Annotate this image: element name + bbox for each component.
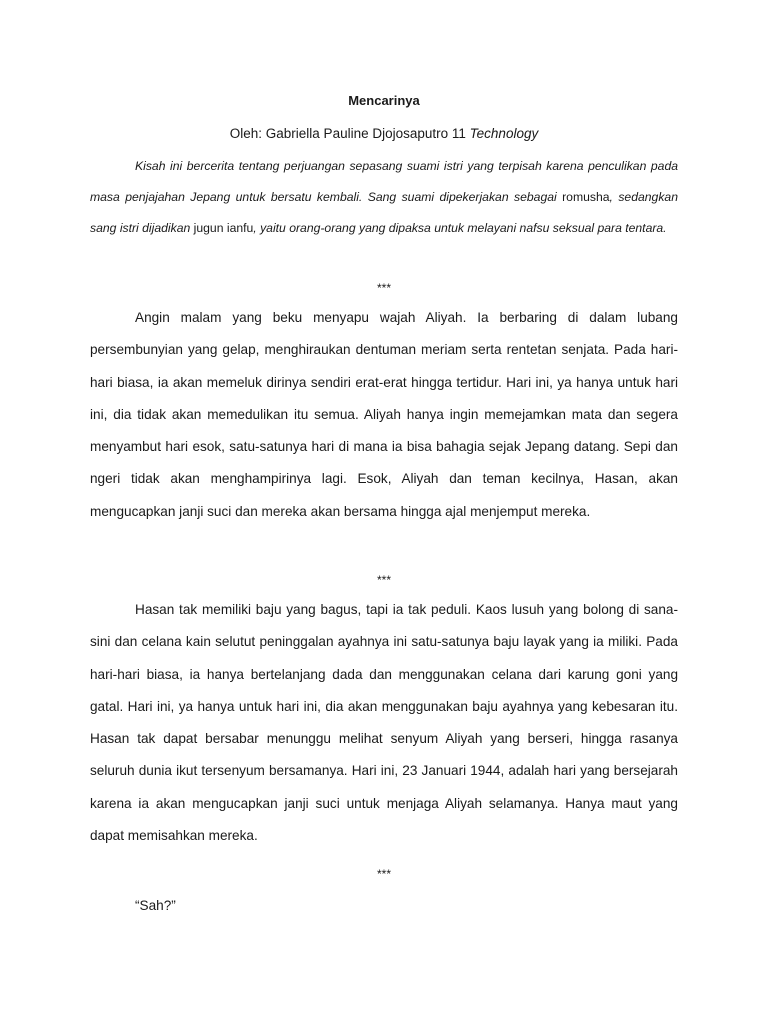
synopsis-part-1: Kisah ini bercerita tentang perjuangan sepasang suami istri yang terpisah karena penculikan pada masa penjajahan Jepang untuk bersatu kembali. Sang suami dipekerjakan sebagai <box>90 159 678 204</box>
section-separator-2: *** <box>376 573 391 587</box>
author-name: Oleh: Gabriella Pauline Djojosaputro 11 <box>229 126 470 141</box>
dialogue-line: “Sah?” <box>135 898 176 913</box>
synopsis-part-3: , yaitu orang-orang yang dipaksa untuk melayani nafsu seksual para tentara. <box>253 221 667 235</box>
author-line <box>0 125 768 142</box>
synopsis-part-2: , sedangkan sang istri dijadikan <box>90 190 678 235</box>
section-separator-3: *** <box>376 867 391 881</box>
author-class: Technology <box>469 126 539 141</box>
synopsis <box>90 151 678 244</box>
paragraph-1: Angin malam yang beku menyapu wajah Aliyah. Ia berbaring di dalam lubang persembunyian yang gelap, menghiraukan dentuman meriam serta rentetan senjata. Pada hari-hari biasa, ia akan memeluk dirinya sendiri erat-erat hingga tertidur. Hari ini, ya hanya untuk hari ini, dia tidak akan memedulikan itu semua. Aliyah hanya ingin memejamkan mata dan segera menyambut hari esok, satu-satunya hari di mana ia bisa bahagia sejak Jepang datang. Sepi dan ngeri tidak akan menghampirinya lagi. Esok, Aliyah dan teman kecilnya, Hasan, akan mengucapkan janji suci dan mereka akan bersama hingga ajal menjemput mereka. <box>90 310 678 519</box>
synopsis-term-jugun-ianfu: jugun ianfu <box>193 221 254 235</box>
story-title: Mencarinya <box>348 93 420 108</box>
section-separator-1: *** <box>376 281 391 295</box>
synopsis-term-romusha: romusha <box>562 190 610 204</box>
paragraph-2: Hasan tak memiliki baju yang bagus, tapi ia tak peduli. Kaos lusuh yang bolong di sana-sini dan celana kain selutut peninggalan ayahnya ini satu-satunya baju layak yang ia miliki. Pada hari-hari biasa, ia hanya bertelanjang dada dan menggunakan celana dari karung goni yang gatal. Hari ini, ya hanya untuk hari ini, dia akan menggunakan baju ayahnya yang kebesaran itu. Hasan tak dapat bersabar menunggu melihat senyum Aliyah yang berseri, hingga rasanya seluruh dunia ikut tersenyum bersamanya. Hari ini, 23 Januari 1944, adalah hari yang bersejarah karena ia akan mengucapkan janji suci untuk menjaga Aliyah selamanya. Hanya maut yang dapat memisahkan mereka. <box>90 602 678 844</box>
